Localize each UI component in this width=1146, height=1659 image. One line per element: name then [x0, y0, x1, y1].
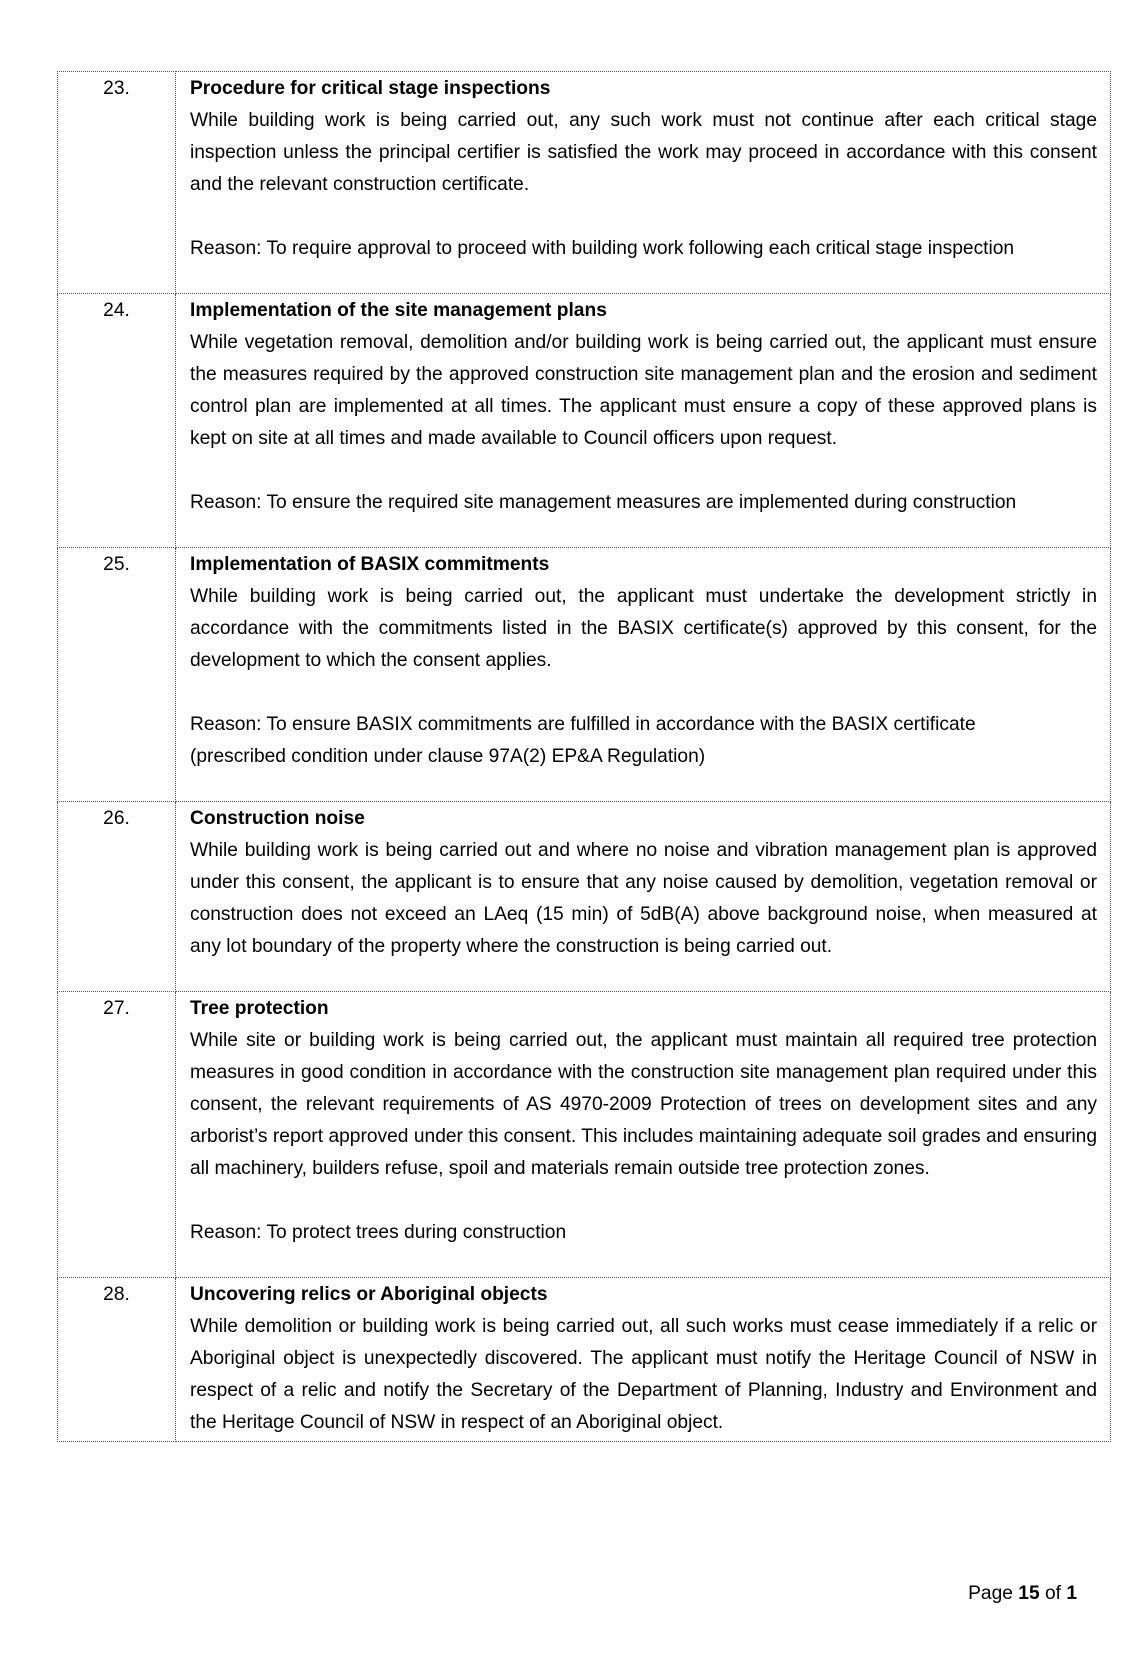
of-label: of — [1044, 1583, 1061, 1604]
condition-body — [176, 992, 1111, 1278]
condition-row — [58, 1278, 1111, 1442]
condition-number: 24. — [58, 294, 176, 548]
condition-number: 28. — [58, 1278, 176, 1442]
condition-reason — [190, 709, 1097, 773]
page-label: Page — [968, 1583, 1013, 1604]
condition-reason — [190, 233, 1097, 265]
condition-row — [58, 992, 1111, 1278]
total-pages: 1 — [1066, 1583, 1077, 1604]
condition-number: 26. — [58, 802, 176, 992]
condition-row — [58, 294, 1111, 548]
condition-row — [58, 548, 1111, 802]
condition-text: While building work is being carried out, any such work must not continue after each critical stage inspection unless the principal certifier is satisfied the work may proceed in accordance with this consent and the relevant construction certificate. — [190, 110, 1097, 195]
condition-title: Construction noise — [190, 808, 365, 829]
condition-reason-line: Reason: To require approval to proceed with building work following each critical stage inspection — [190, 238, 1015, 259]
condition-text: While site or building work is being carried out, the applicant must maintain all required tree protection measures in good condition in accordance with the construction site management plan required under this consent, the relevant requirements of AS 4970-2009 Protection of trees on development sites and any arborist’s report approved under this consent. This includes maintaining adequate soil grades and ensuring all machinery, builders refuse, spoil and materials remain outside tree protection zones. — [190, 1030, 1097, 1179]
condition-reason — [190, 1217, 1097, 1249]
condition-text: While building work is being carried out, the applicant must undertake the development strictly in accordance with the commitments listed in the BASIX certificate(s) approved by this consent, for the development to which the consent applies. — [190, 586, 1097, 671]
condition-title: Tree protection — [190, 998, 329, 1019]
condition-reason-line: Reason: To protect trees during construction — [190, 1222, 567, 1243]
condition-reason-line: Reason: To ensure BASIX commitments are fulfilled in accordance with the BASIX certificate — [190, 714, 976, 735]
condition-body — [176, 294, 1111, 548]
condition-number: 23. — [58, 72, 176, 294]
condition-row — [58, 802, 1111, 992]
page-footer — [968, 1581, 1077, 1607]
condition-body — [176, 802, 1111, 992]
condition-body — [176, 548, 1111, 802]
condition-number: 27. — [58, 992, 176, 1278]
condition-title: Uncovering relics or Aboriginal objects — [190, 1284, 548, 1305]
condition-title: Implementation of the site management plans — [190, 300, 607, 321]
condition-text: While vegetation removal, demolition and/or building work is being carried out, the applicant must ensure the measures required by the approved construction site management plan and the erosion and sediment control plan are implemented at all times. The applicant must ensure a copy of these approved plans is kept on site at all times and made available to Council officers upon request. — [190, 332, 1097, 449]
condition-reason-line: (prescribed condition under clause 97A(2) EP&A Regulation) — [190, 746, 706, 767]
condition-body — [176, 72, 1111, 294]
condition-body — [176, 1278, 1111, 1442]
condition-text: While building work is being carried out and where no noise and vibration management plan is approved under this consent, the applicant is to ensure that any noise caused by demolition, vegetation removal or construction does not exceed an LAeq (15 min) of 5dB(A) above background noise, when measured at any lot boundary of the property where the construction is being carried out. — [190, 840, 1097, 957]
condition-title: Procedure for critical stage inspections — [190, 78, 551, 99]
condition-reason — [190, 487, 1097, 519]
conditions-table — [57, 71, 1111, 1442]
condition-text: While demolition or building work is being carried out, all such works must cease immediately if a relic or Aboriginal object is unexpectedly discovered. The applicant must notify the Heritage Council of NSW in respect of a relic and notify the Secretary of the Department of Planning, Industry and Environment and the Heritage Council of NSW in respect of an Aboriginal object. — [190, 1316, 1097, 1433]
condition-row — [58, 72, 1111, 294]
page-number: 15 — [1018, 1583, 1040, 1604]
condition-title: Implementation of BASIX commitments — [190, 554, 550, 575]
condition-number: 25. — [58, 548, 176, 802]
condition-reason-line: Reason: To ensure the required site management measures are implemented during construction — [190, 492, 1017, 513]
